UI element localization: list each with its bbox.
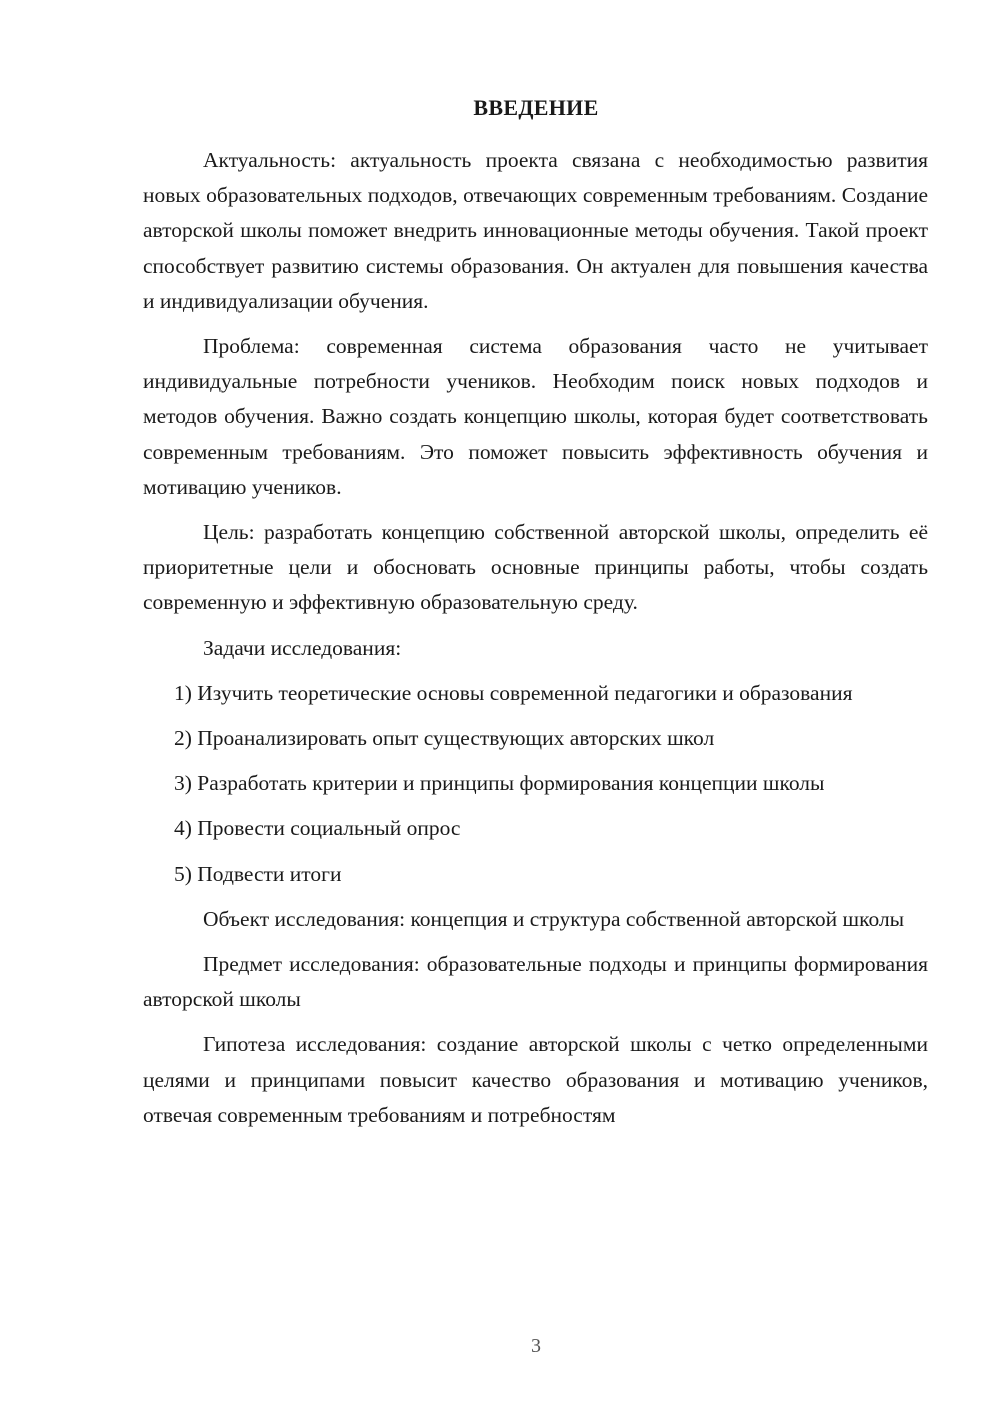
task-item: 2) Проанализировать опыт существующих авторских школ (174, 726, 715, 751)
task-item: 3) Разработать критерии и принципы формирования концепции школы (174, 771, 825, 796)
page-title: ВВЕДЕНИЕ (473, 95, 599, 120)
document-body (143, 143, 928, 1143)
paragraph-hypothesis: Гипотеза исследования: создание авторской школы с четко определенными целями и принципами повысит качество образования и мотивацию учеников, отвечая современным требованиям и потребностям (143, 1032, 928, 1127)
paragraph-problem: Проблема: современная система образования часто не учитывает индивидуальные потребности учеников. Необходим поиск новых подходов и методов обучения. Важно создать концепцию школы, которая будет соответствовать современным требованиям. Это поможет повысить эффективность обучения и мотивацию учеников. (143, 334, 928, 499)
paragraph-tasks-heading: Задачи исследования: (203, 635, 402, 660)
page-number: 3 (531, 1335, 541, 1357)
paragraph-relevance: Актуальность: актуальность проекта связана с необходимостью развития новых образовательных подходов, отвечающих современным требованиям. Создание авторской школы поможет внедрить инновационные методы обучения. Такой проект способствует развитию системы образования. Он актуален для повышения качества и индивидуализации обучения. (143, 148, 928, 313)
paragraph-goal: Цель: разработать концепцию собственной авторской школы, определить её приоритетные цели и обосновать основные принципы работы, чтобы создать современную и эффективную образовательную среду. (143, 520, 928, 615)
task-item: 4) Провести социальный опрос (174, 816, 461, 841)
task-item: 1) Изучить теоретические основы современной педагогики и образования (174, 680, 853, 705)
task-item: 5) Подвести итоги (174, 861, 342, 886)
paragraph-subject: Предмет исследования: образовательные подходы и принципы формирования авторской школы (143, 952, 928, 1012)
paragraph-object: Объект исследования: концепция и структура собственной авторской школы (203, 906, 905, 931)
